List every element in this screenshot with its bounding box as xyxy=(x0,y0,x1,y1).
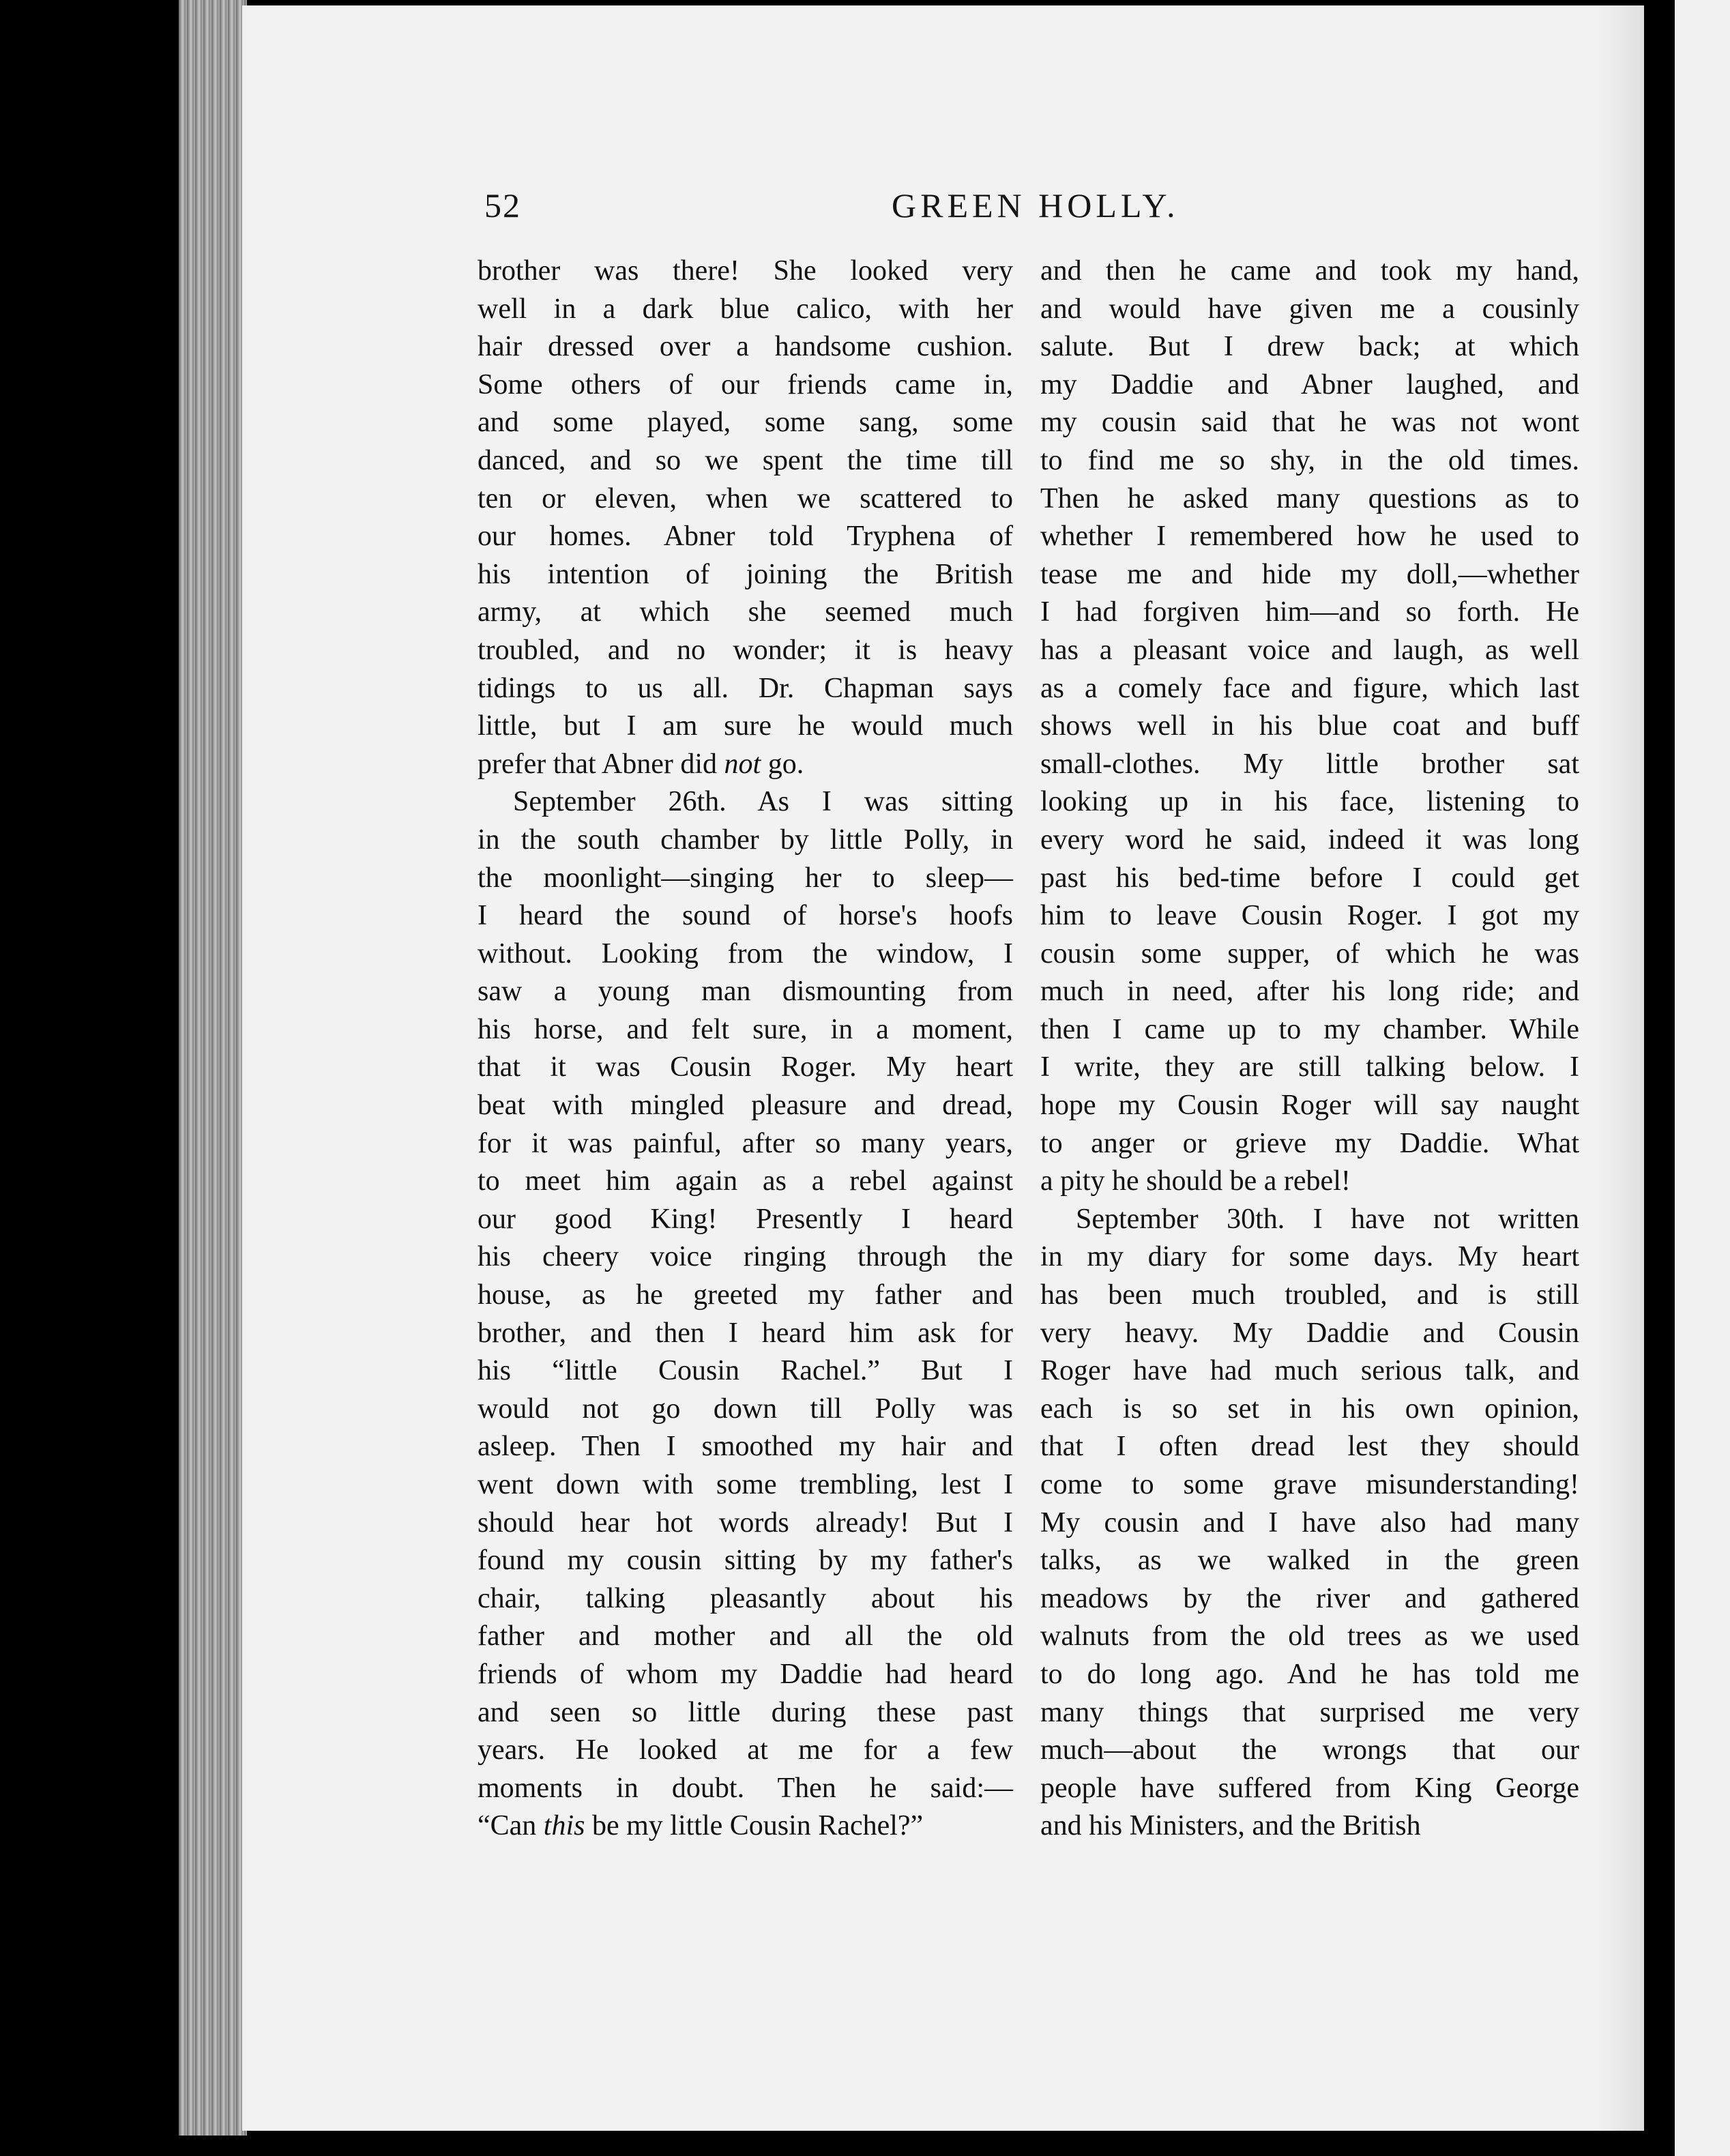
text-line: I had forgiven him—and so forth. He xyxy=(1040,596,1579,628)
text-line: troubled, and no wonder; it is heavy xyxy=(478,634,1013,666)
text-line: would not go down till Polly was xyxy=(478,1393,1013,1425)
text-line: father and mother and all the old xyxy=(478,1620,1013,1652)
page-number: 52 xyxy=(484,186,521,224)
text-line: meadows by the river and gathered xyxy=(1040,1582,1579,1614)
text-line: without. Looking from the window, I xyxy=(478,937,1013,970)
text-line: much—about the wrongs that our xyxy=(1040,1734,1579,1766)
text-line: and would have given me a cousinly xyxy=(1040,293,1579,325)
text-line: a pity he should be a rebel! xyxy=(1040,1165,1351,1197)
text-line: salute. But I drew back; at which xyxy=(1040,331,1579,363)
text-line: house, as he greeted my father and xyxy=(478,1279,1013,1311)
text-line: well in a dark blue calico, with her xyxy=(478,293,1013,325)
text-line: his cheery voice ringing through the xyxy=(478,1241,1013,1273)
text-line: found my cousin sitting by my father's xyxy=(478,1545,1013,1577)
page-header xyxy=(484,186,1576,227)
text-line: and then he came and took my hand, xyxy=(1040,255,1579,287)
adjacent-page-edge xyxy=(1675,0,1730,2156)
text-line: walnuts from the old trees as we used xyxy=(1040,1620,1579,1652)
text-line: shows well in his blue coat and buff xyxy=(1040,710,1579,742)
text-line: little, but I am sure he would much xyxy=(478,710,1013,742)
text-line: I heard the sound of horse's hoofs xyxy=(478,900,1013,932)
text-line: as a comely face and figure, which last xyxy=(1040,672,1579,704)
book-page-edges xyxy=(179,0,247,2136)
text-line: to anger or grieve my Daddie. What xyxy=(1040,1127,1579,1159)
text-line: in the south chamber by little Polly, in xyxy=(478,824,1013,856)
text-line: past his bed-time before I could get xyxy=(1040,862,1579,894)
text-line: each is so set in his own opinion, xyxy=(1040,1393,1579,1425)
text-line: to meet him again as a rebel against xyxy=(478,1165,1013,1197)
text-line: Some others of our friends came in, xyxy=(478,368,1013,400)
text-line: every word he said, indeed it was long xyxy=(1040,824,1579,856)
text-line: should hear hot words already! But I xyxy=(478,1506,1013,1539)
text-line: hair dressed over a handsome cushion. xyxy=(478,331,1013,363)
text-line: brother was there! She looked very xyxy=(478,255,1013,287)
text-line: that it was Cousin Roger. My heart xyxy=(478,1051,1013,1083)
text-line: years. He looked at me for a few xyxy=(478,1734,1013,1766)
text-line: Then he asked many questions as to xyxy=(1040,482,1579,514)
text-line: very heavy. My Daddie and Cousin xyxy=(1040,1317,1579,1349)
text-line: hope my Cousin Roger will say naught xyxy=(1040,1090,1579,1122)
text-line: our homes. Abner told Tryphena of xyxy=(478,521,1013,553)
text-line: whether I remembered how he used to xyxy=(1040,521,1579,553)
running-title: GREEN HOLLY. xyxy=(892,186,1179,224)
left-text-column xyxy=(478,252,1013,1846)
text-line: my cousin said that he was not wont xyxy=(1040,407,1579,439)
italic-emphasis: not xyxy=(724,748,761,780)
text-line: chair, talking pleasantly about his xyxy=(478,1582,1013,1614)
text-line: September 30th. I have not written xyxy=(1076,1203,1579,1235)
text-line: the moonlight—singing her to sleep— xyxy=(478,862,1013,894)
text-line: and seen so little during these past xyxy=(478,1696,1013,1728)
text-line: to find me so shy, in the old times. xyxy=(1040,444,1579,476)
text-line: him to leave Cousin Roger. I got my xyxy=(1040,900,1579,932)
text-line: “Can this be my little Cousin Rachel?” xyxy=(478,1810,924,1842)
text-line: in my diary for some days. My heart xyxy=(1040,1241,1579,1273)
text-line: talks, as we walked in the green xyxy=(1040,1545,1579,1577)
text-line: his “little Cousin Rachel.” But I xyxy=(478,1355,1013,1387)
text-line: looking up in his face, listening to xyxy=(1040,786,1579,818)
text-line: that I often dread lest they should xyxy=(1040,1431,1579,1463)
text-line: went down with some trembling, lest I xyxy=(478,1469,1013,1500)
text-line: much in need, after his long ride; and xyxy=(1040,976,1579,1008)
text-line: people have suffered from King George xyxy=(1040,1772,1579,1804)
text-line: friends of whom my Daddie had heard xyxy=(478,1658,1013,1690)
text-line: tidings to us all. Dr. Chapman says xyxy=(478,672,1013,704)
text-line: asleep. Then I smoothed my hair and xyxy=(478,1431,1013,1463)
text-line: danced, and so we spent the time till xyxy=(478,444,1013,476)
text-line: many things that surprised me very xyxy=(1040,1696,1579,1728)
text-line: to do long ago. And he has told me xyxy=(1040,1658,1579,1690)
text-line: and some played, some sang, some xyxy=(478,407,1013,439)
text-line: beat with mingled pleasure and dread, xyxy=(478,1090,1013,1122)
text-line: moments in doubt. Then he said:— xyxy=(478,1772,1013,1804)
text-line: his intention of joining the British xyxy=(478,558,1013,590)
text-line: for it was painful, after so many years, xyxy=(478,1127,1013,1159)
text-line: I write, they are still talking below. I xyxy=(1040,1051,1579,1083)
text-line: then I came up to my chamber. While xyxy=(1040,1013,1579,1045)
text-line: tease me and hide my doll,—whether xyxy=(1040,558,1579,590)
text-line: My cousin and I have also had many xyxy=(1040,1506,1579,1539)
text-line: prefer that Abner did not go. xyxy=(478,748,804,780)
right-text-column xyxy=(1040,252,1579,1846)
text-line: come to some grave misunderstanding! xyxy=(1040,1469,1579,1500)
text-line: cousin some supper, of which he was xyxy=(1040,937,1579,970)
text-line: has been much troubled, and is still xyxy=(1040,1279,1579,1311)
text-line: brother, and then I heard him ask for xyxy=(478,1317,1013,1349)
text-line: army, at which she seemed much xyxy=(478,596,1013,628)
text-line: small-clothes. My little brother sat xyxy=(1040,748,1579,780)
text-line: and his Ministers, and the British xyxy=(1040,1810,1421,1842)
text-line: saw a young man dismounting from xyxy=(478,976,1013,1008)
text-line: his horse, and felt sure, in a moment, xyxy=(478,1013,1013,1045)
page-gutter-shadow xyxy=(1596,5,1644,2131)
text-line: September 26th. As I was sitting xyxy=(513,786,1013,818)
text-line: Roger have had much serious talk, and xyxy=(1040,1355,1579,1387)
italic-emphasis: this xyxy=(543,1810,585,1842)
text-line: my Daddie and Abner laughed, and xyxy=(1040,368,1579,400)
text-line: ten or eleven, when we scattered to xyxy=(478,482,1013,514)
text-line: our good King! Presently I heard xyxy=(478,1203,1013,1235)
text-line: has a pleasant voice and laugh, as well xyxy=(1040,634,1579,666)
